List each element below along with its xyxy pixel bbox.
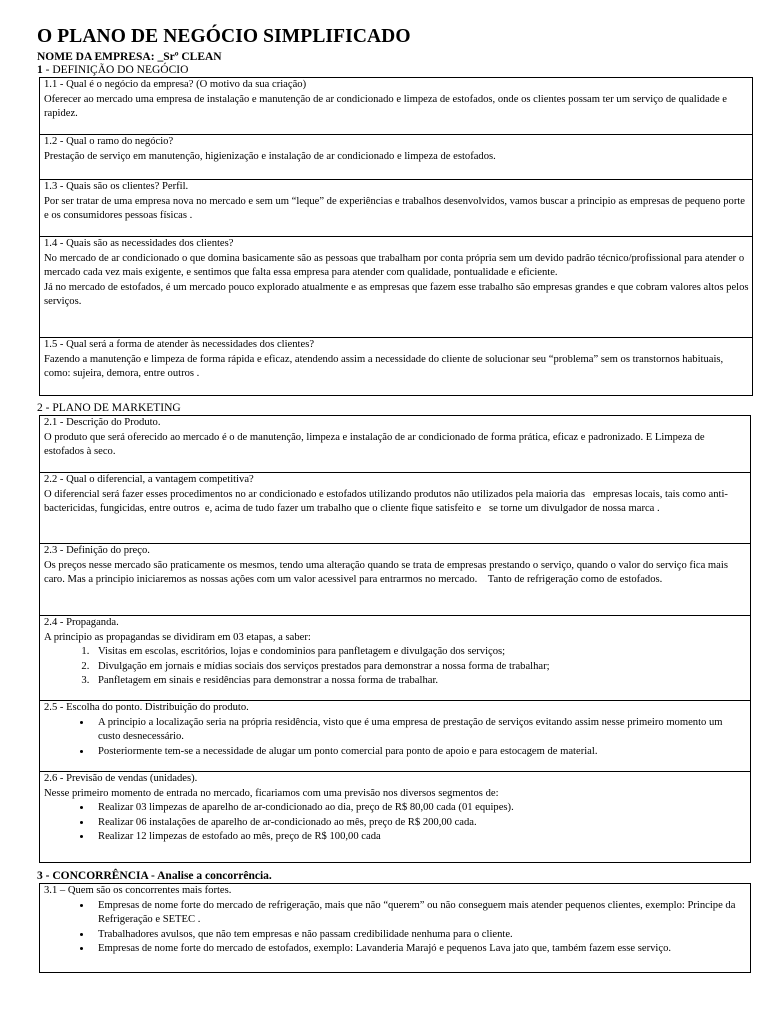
item-2-6: 2.6 - Previsão de vendas (unidades). Nesse primeiro momento de entrada no mercado, ficariamos com uma previsão nos diversos segmentos de: • Realizar 03 limpezas de aparelho de ar-condicionado ao dia, preço de R$ 80,00 cada (01 equipes). • Realizar 06 instalações de aparelho de ar-condicionado ao mês, preço de R$ 200,00 cada. • Realizar 12 limpezas de estofado ao mês, preço de R$ 100,00 cada (40, 772, 750, 862)
list-item: • Empresas de nome forte do mercado de refrigeração, mais que não “querem” ou não conseguem mais atender pequenos clientes, exemplo: Principe da Refrigeração e SETEC . (92, 899, 747, 928)
list-item: • Trabalhadores avulsos, que não tem empresas e não passam credibilidade nenhuma para o cliente. (92, 928, 747, 943)
list-item: • Empresas de nome forte do mercado de estofados, exemplo: Lavanderia Marajó e pequenos Lava jato que, também fazem esse serviço. (92, 942, 747, 957)
document-page (37, 26, 752, 973)
item-2-4: 2.4 - Propaganda. A principio as propagandas se dividiram em 03 etapas, a saber: 1. Visitas em escolas, escritórios, lojas e condominios para panfletagem e divulgação dos serviços; 2. Divulgação em jornais e mídias sociais dos serviços prestados para demonstrar a nossa forma de trabalhar; 3. Panfletagem em sinais e residências para demonstrar a nossa forma de trabalhar. (40, 616, 750, 701)
list-item: 1. Visitas em escolas, escritórios, lojas e condominios para panfletagem e divulgação dos serviços; (92, 645, 747, 660)
section-3-box (39, 883, 751, 973)
item-1-2: 1.2 - Qual o ramo do negócio? Prestação de serviço em manutenção, higienização e instalação de ar condicionado e limpeza de estofados. (40, 135, 752, 180)
item-1-1: 1.1 - Qual é o negócio da empresa? (O motivo da sua criação) Oferecer ao mercado uma empresa de instalação e manutenção de ar condicionado e limpeza de estofados, onde os clientes possam ter um serviço de qualidade e rapidez. (40, 78, 752, 135)
document-title: O PLANO DE NEGÓCIO SIMPLIFICADO (37, 26, 411, 47)
item-1-3: 1.3 - Quais são os clientes? Perfil. Por ser tratar de uma empresa nova no mercado e sem um “leque” de experiências e trabalhos desenvolvidos, vamos buscar a principio as empresas de pequeno porte e os consumidores pessoas físicas . (40, 180, 752, 237)
item-2-1: 2.1 - Descrição do Produto. O produto que será oferecido ao mercado é o de manutenção, limpeza e instalação de ar condicionado de forma prática, eficaz e padronizado. E Limpeza de estofados à seco. (40, 416, 750, 473)
section-1-box (39, 77, 753, 396)
section-2-box (39, 415, 751, 863)
item-2-5: 2.5 - Escolha do ponto. Distribuição do produto. • A principio a localização seria na própria residência, visto que é uma empresa de prestação de serviços evitando assim nesse primeiro momento um custo desnecessário. • Posteriormente tem-se a necessidade de alugar um ponto comercial para ponto de apoio e para estocagem de material. (40, 701, 750, 772)
list-item: • Realizar 06 instalações de aparelho de ar-condicionado ao mês, preço de R$ 200,00 cada. (92, 816, 747, 831)
item-2-3: 2.3 - Definição do preço. Os preços nesse mercado são praticamente os mesmos, tendo uma alteração quando se trata de empresas prestando o serviço, quando o valor do serviço fica mais caro. Mas a principio iniciaremos as nossas ações com um valor acessivel para entrarmos no mercado. Tanto de refrigeração como de estofados. (40, 544, 750, 616)
list-item: 2. Divulgação em jornais e mídias sociais dos serviços prestados para demonstrar a nossa forma de trabalhar; (92, 660, 747, 675)
list-item: • A principio a localização seria na própria residência, visto que é uma empresa de prestação de serviços evitando assim nesse primeiro momento um custo desnecessário. (92, 716, 747, 745)
company-line (37, 51, 749, 64)
sales-forecast-list (44, 801, 747, 845)
list-item: 3. Panfletagem em sinais e residências para demonstrar a nossa forma de trabalhar. (92, 674, 747, 689)
item-1-5: 1.5 - Qual será a forma de atender às necessidades dos clientes? Fazendo a manutenção e limpeza de forma rápida e eficaz, atendendo assim a necessidade do cliente de solucionar seu “problema” sem os transtornos habituais, como: sujeira, demora, entre outros . (44, 339, 726, 379)
section-2-heading: 2 - PLANO DE MARKETING (37, 402, 181, 414)
section-1-heading: 1 - DEFINIÇÃO DO NEGÓCIO (37, 64, 189, 76)
item-2-2: 2.2 - Qual o diferencial, a vantagem competitiva? O diferencial será fazer esses procedimentos no ar condicionado e estofados utilizando produtos não utilizados pela maioria das empresas locais, tais como anti-bactericidas, fungicidas, entre outros e, acima de tudo fazer um trabalho que o cliente fique satisfeito e se torne um divulgador de nossa marca . (40, 473, 750, 544)
item-3-1: 3.1 – Quem são os concorrentes mais fortes. • Empresas de nome forte do mercado de refrigeração, mais que não “querem” ou não conseguem mais atender pequenos clientes, exemplo: Principe da Refrigeração e SETEC . • Trabalhadores avulsos, que não tem empresas e não passam credibilidade nenhuma para o cliente. • Empresas de nome forte do mercado de estofados, exemplo: Lavanderia Marajó e pequenos Lava jato que, também fazem esse serviço. (40, 884, 750, 972)
company-name: _Srº CLEAN (154, 51, 222, 63)
list-item: • Realizar 12 limpezas de estofado ao mês, preço de R$ 100,00 cada (92, 830, 747, 845)
propaganda-list (44, 645, 747, 689)
distribution-list (44, 716, 747, 760)
competitors-list (44, 899, 747, 957)
company-label: NOME DA EMPRESA: (37, 51, 155, 63)
item-1-4: 1.4 - Quais são as necessidades dos clientes? No mercado de ar condicionado o que domina basicamente são as pessoas que trabalham por conta própria sem um devido padrão técnico/profissional para atender o mercado cada vez mais exigente, e sentimos que falta essa empresa para atender com qualidade, pontualidade e eficiente. Já no mercado de estofados, é um mercado pouco explorado atualmente e as empresas que fazem esse trabalho são empresas grandes e que cobram valores altos pelos serviços. (40, 237, 752, 338)
section-3-heading: 3 - CONCORRÊNCIA - Analise a concorrência. (37, 870, 272, 882)
list-item: • Realizar 03 limpezas de aparelho de ar-condicionado ao dia, preço de R$ 80,00 cada (01 equipes). (92, 801, 747, 816)
list-item: • Posteriormente tem-se a necessidade de alugar um ponto comercial para ponto de apoio e para estocagem de material. (92, 745, 747, 760)
